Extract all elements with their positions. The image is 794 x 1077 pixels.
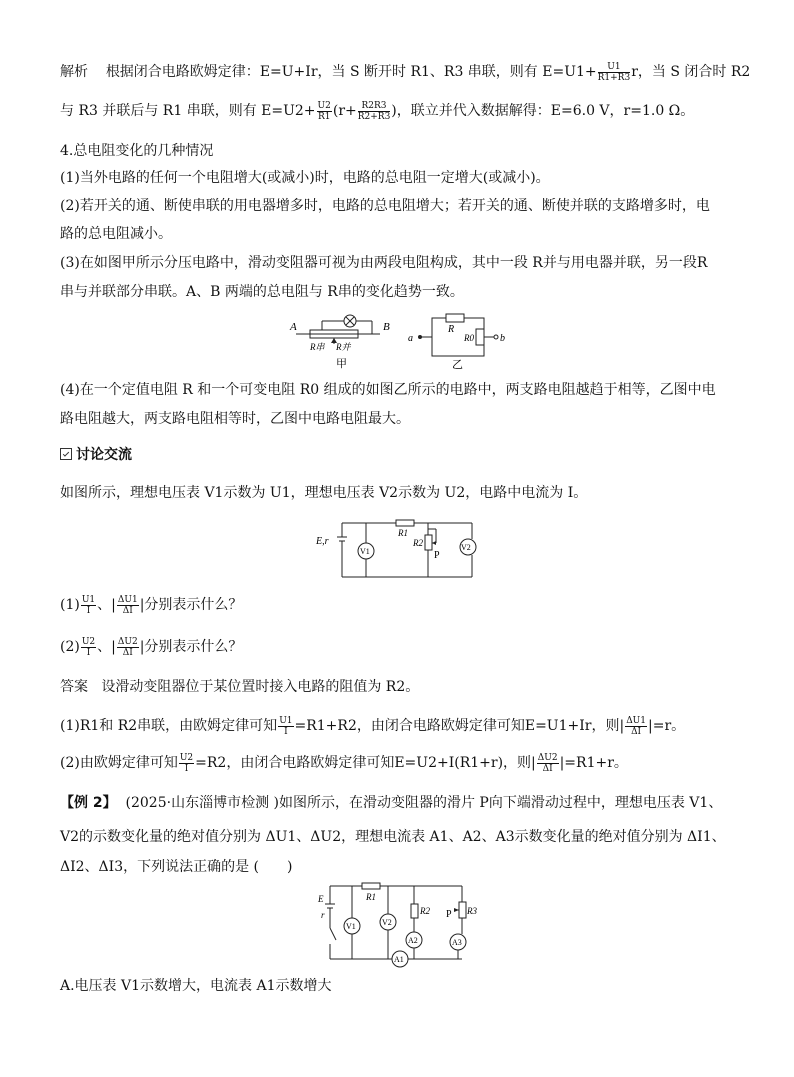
paragraph: 串与并联部分串联。A、B 两端的总电阻与 R串的变化趋势一致。 <box>60 284 464 300</box>
question-text: (1) <box>60 597 80 613</box>
answer-label: 答案 <box>60 679 88 695</box>
question-text: |分别表示什么？ <box>139 597 243 613</box>
label-r-bing: R并 <box>336 342 351 352</box>
answer-text: =R2，由闭合电路欧姆定律可知E=U2+I(R1+r)，则| <box>195 755 536 771</box>
label-R: R <box>448 324 455 335</box>
question-2 <box>60 636 754 658</box>
paragraph: (4)在一个定值电阻 R 和一个可变电阻 R0 组成的如图乙所示的电路中，两支路电阻越趋于相等，乙图中电 <box>60 382 716 398</box>
example-line-1 <box>60 792 754 814</box>
fraction: $\frac{R2R3}{R2+R3}$ <box>357 100 391 122</box>
answer-intro <box>60 676 754 698</box>
answer-1 <box>60 715 754 737</box>
label-R3: R3 <box>467 906 477 916</box>
question-text: (2) <box>60 639 80 655</box>
question-text: |分别表示什么？ <box>139 639 243 655</box>
label-A1: A1 <box>394 955 404 964</box>
example-line-3: ΔI2、ΔI3，下列说法正确的是 ( ) <box>60 859 293 875</box>
fraction: $\frac{U1}{I}$ <box>81 594 96 616</box>
fraction: $\frac{U1}{I}$ <box>279 715 293 737</box>
paragraph: 路的总电阻减小。 <box>60 226 172 242</box>
paragraph: 路电阻越大，两支路电阻相等时，乙图中电路电阻最大。 <box>60 411 410 427</box>
analysis-line-2 <box>60 100 754 122</box>
answer-text: (1)R1和 R2串联，由欧姆定律可知 <box>60 718 278 734</box>
discussion-heading <box>60 444 754 466</box>
circuit-figure-2 <box>310 515 490 583</box>
circuit-figure-3 <box>310 880 480 970</box>
fraction: $\frac{U2}{I}$ <box>81 636 96 658</box>
label-R0: R0 <box>464 333 474 343</box>
label-R1: R1 <box>398 528 408 538</box>
label-R2: R2 <box>420 906 430 916</box>
analysis-text: 根据闭合电路欧姆定律： <box>105 64 260 80</box>
answer-text: |=R1+r。 <box>559 755 628 771</box>
analysis-line-1 <box>60 61 754 83</box>
label-V2: V2 <box>461 543 471 552</box>
section-title: 4.总电阻变化的几种情况 <box>60 143 214 159</box>
answer-text: 设滑动变阻器位于某位置时接入电路的阻值为 R2。 <box>101 679 420 695</box>
answer-text: |=r。 <box>648 718 686 734</box>
label-B: B <box>383 321 390 333</box>
fraction: $\frac{U2}{I}$ <box>179 752 194 774</box>
analysis-text: (r+ <box>332 103 357 119</box>
fraction: $\frac{\Delta U2}{\Delta I}$ <box>537 752 558 774</box>
fraction: $\frac{\Delta U2}{\Delta I}$ <box>117 636 138 658</box>
analysis-text: E=U+Ir，当 S 断开时 R1、R3 串联，则有 E=U1+ <box>259 64 597 80</box>
label-r-chuan: R串 <box>310 342 325 352</box>
example-label: 【例 2】 <box>60 795 117 811</box>
label-A2: A2 <box>408 936 418 945</box>
analysis-text: r，当 S 闭合时 R2 <box>631 64 751 80</box>
fraction: $\frac{\Delta U1}{\Delta I}$ <box>117 594 138 616</box>
label-P: P <box>446 909 452 920</box>
label-A3: A3 <box>452 938 462 947</box>
analysis-label: 解析 <box>60 64 88 80</box>
label-E: E <box>318 894 324 904</box>
circuit-figure-jia-yi <box>280 310 520 374</box>
label-R1: R1 <box>366 892 376 902</box>
label-R2: R2 <box>413 538 423 548</box>
fraction: $\frac{U1}{R1+R3}$ <box>597 61 631 83</box>
label-A: A <box>290 321 297 333</box>
fraction: $\frac{U2}{R1}$ <box>317 100 331 122</box>
label-b: b <box>500 333 505 344</box>
option-A: A.电压表 V1示数增大，电流表 A1示数增大 <box>60 978 332 994</box>
discussion-intro: 如图所示，理想电压表 V1示数为 U1，理想电压表 V2示数为 U2，电路中电流为 I。 <box>60 485 588 501</box>
caption-yi: 乙 <box>452 359 463 371</box>
discussion-title: 讨论交流 <box>76 447 132 463</box>
label-a: a <box>408 333 413 344</box>
label-Er: E,r <box>316 536 329 547</box>
answer-2 <box>60 752 754 774</box>
question-text: 、| <box>97 639 116 655</box>
label-V1: V1 <box>346 922 356 931</box>
label-r: r <box>321 910 325 920</box>
caption-jia: 甲 <box>336 358 347 370</box>
question-1 <box>60 594 754 616</box>
paragraph: (1)当外电路的任何一个电阻增大(或减小)时，电路的总电阻一定增大(或减小)。 <box>60 170 550 186</box>
label-V1: V1 <box>360 547 370 556</box>
question-text: 、| <box>97 597 116 613</box>
example-text: (2025·山东淄博市检测 )如图所示，在滑动变阻器的滑片 P向下端滑动过程中，理想电压表 V1、 <box>125 795 723 811</box>
checkbox-icon <box>60 448 72 460</box>
paragraph: (3)在如图甲所示分压电路中，滑动变阻器可视为由两段电阻构成，其中一段 R并与用电器并联，另一段R <box>60 255 708 271</box>
analysis-text: )，联立并代入数据解得：E=6.0 V，r=1.0 Ω。 <box>391 103 695 119</box>
answer-text: =R1+R2，由闭合电路欧姆定律可知E=U1+Ir，则| <box>294 718 625 734</box>
label-V2: V2 <box>382 918 392 927</box>
analysis-text: 与 R3 并联后与 R1 串联，则有 E=U2+ <box>60 103 316 119</box>
example-line-2: V2的示数变化量的绝对值分别为 ΔU1、ΔU2，理想电流表 A1、A2、A3示数变化量的绝对值分别为 ΔI1、 <box>60 829 726 845</box>
paragraph: (2)若开关的通、断使串联的用电器增多时，电路的总电阻增大；若开关的通、断使并联的支路增多时，电 <box>60 198 710 214</box>
label-P: P <box>434 550 440 561</box>
fraction: $\frac{\Delta U1}{\Delta I}$ <box>626 715 646 737</box>
answer-text: (2)由欧姆定律可知 <box>60 755 178 771</box>
